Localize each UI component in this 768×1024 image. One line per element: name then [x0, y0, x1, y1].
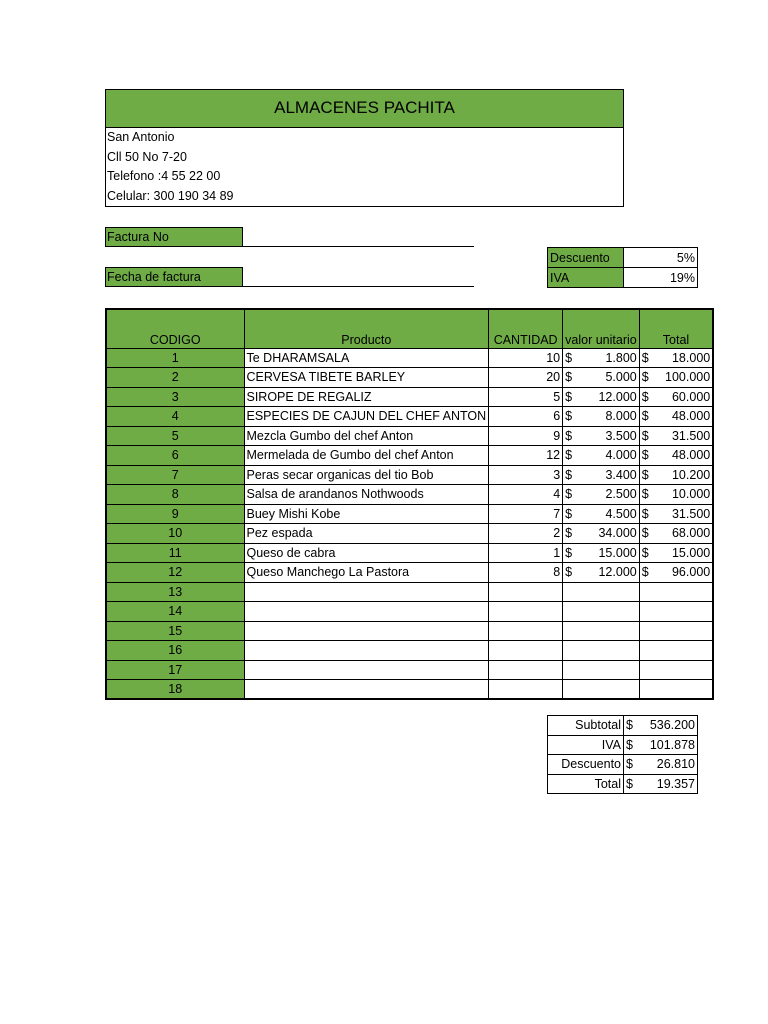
item-total [639, 387, 713, 407]
item-product[interactable]: CERVESA TIBETE BARLEY [244, 368, 489, 388]
item-total [639, 426, 713, 446]
currency-symbol: $ [641, 506, 649, 521]
item-unit-price[interactable] [563, 446, 640, 466]
total-value: 60.000 [671, 389, 711, 404]
discount-rate-value[interactable]: 5% [624, 248, 698, 268]
item-quantity[interactable]: 9 [489, 426, 563, 446]
totals-table [547, 715, 698, 794]
item-product[interactable]: Peras secar organicas del tio Bob [244, 465, 489, 485]
item-quantity[interactable]: 4 [489, 485, 563, 505]
summary-row [548, 774, 698, 794]
item-unit-price[interactable] [563, 387, 640, 407]
total-value: 31.500 [671, 428, 711, 443]
items-table [105, 308, 714, 700]
table-row [106, 524, 713, 544]
item-product[interactable]: Queso de cabra [244, 543, 489, 563]
currency-symbol: $ [641, 428, 649, 443]
table-row [106, 485, 713, 505]
item-unit-price[interactable] [563, 504, 640, 524]
column-header-unit-price: valor unitario [563, 309, 640, 348]
summary-label: Total [548, 774, 624, 794]
item-unit-price[interactable] [563, 524, 640, 544]
table-row [106, 641, 713, 661]
iva-rate-label: IVA [548, 268, 624, 288]
currency-symbol: $ [565, 526, 573, 541]
total-value: 15.000 [671, 545, 711, 560]
items-header-row [106, 309, 713, 348]
store-name: ALMACENES PACHITA [106, 90, 623, 128]
unit-price-value: 3.500 [605, 428, 637, 443]
item-product[interactable]: Buey Mishi Kobe [244, 504, 489, 524]
currency-symbol: $ [641, 409, 649, 424]
column-header-total: Total [639, 309, 713, 348]
item-total [639, 660, 713, 680]
item-product[interactable] [244, 660, 489, 680]
item-total [639, 563, 713, 583]
unit-price-value: 34.000 [598, 526, 637, 541]
summary-label: Descuento [548, 755, 624, 775]
unit-price-value: 12.000 [598, 565, 637, 580]
invoice-date-field[interactable] [243, 267, 474, 287]
summary-value: 19.357 [656, 776, 695, 791]
column-header-quantity: CANTIDAD [489, 309, 563, 348]
item-quantity[interactable]: 20 [489, 368, 563, 388]
table-row [106, 348, 713, 368]
item-product[interactable]: Mezcla Gumbo del chef Anton [244, 426, 489, 446]
item-product[interactable] [244, 582, 489, 602]
item-unit-price[interactable] [563, 348, 640, 368]
item-product[interactable] [244, 641, 489, 661]
item-product[interactable]: Queso Manchego La Pastora [244, 563, 489, 583]
item-product[interactable] [244, 621, 489, 641]
summary-amount [624, 774, 698, 794]
item-unit-price[interactable] [563, 602, 640, 622]
table-row [106, 504, 713, 524]
item-code: 13 [106, 582, 244, 602]
currency-symbol: $ [565, 487, 573, 502]
item-unit-price[interactable] [563, 407, 640, 427]
item-unit-price[interactable] [563, 582, 640, 602]
currency-symbol: $ [641, 467, 649, 482]
item-product[interactable] [244, 602, 489, 622]
summary-value: 536.200 [649, 718, 695, 733]
item-product[interactable]: Mermelada de Gumbo del chef Anton [244, 446, 489, 466]
currency-symbol: $ [565, 428, 573, 443]
item-unit-price[interactable] [563, 641, 640, 661]
table-row [106, 602, 713, 622]
total-value: 100.000 [665, 370, 711, 385]
item-quantity[interactable]: 1 [489, 543, 563, 563]
item-quantity[interactable]: 2 [489, 524, 563, 544]
item-total [639, 602, 713, 622]
item-product[interactable]: Pez espada [244, 524, 489, 544]
item-total [639, 485, 713, 505]
item-code: 18 [106, 680, 244, 700]
unit-price-value: 4.500 [605, 506, 637, 521]
currency-symbol: $ [565, 506, 573, 521]
unit-price-value: 5.000 [605, 370, 637, 385]
total-value: 18.000 [671, 350, 711, 365]
item-code: 5 [106, 426, 244, 446]
item-quantity[interactable]: 12 [489, 446, 563, 466]
currency-symbol: $ [641, 370, 649, 385]
item-product[interactable] [244, 680, 489, 700]
item-total [639, 504, 713, 524]
item-code: 6 [106, 446, 244, 466]
item-quantity[interactable]: 8 [489, 563, 563, 583]
address-line: San Antonio [107, 130, 175, 144]
table-row [106, 407, 713, 427]
item-code: 17 [106, 660, 244, 680]
table-row [106, 563, 713, 583]
item-unit-price[interactable] [563, 368, 640, 388]
column-header-code: CODIGO [106, 309, 244, 348]
currency-symbol: $ [565, 467, 573, 482]
item-unit-price[interactable] [563, 680, 640, 700]
table-row [106, 582, 713, 602]
item-product[interactable]: SIROPE DE REGALIZ [244, 387, 489, 407]
item-quantity[interactable]: 3 [489, 465, 563, 485]
item-total [639, 621, 713, 641]
summary-amount [624, 735, 698, 755]
item-quantity[interactable]: 7 [489, 504, 563, 524]
item-product[interactable]: ESPECIES DE CAJUN DEL CHEF ANTON [244, 407, 489, 427]
summary-row [548, 716, 698, 736]
currency-symbol: $ [565, 409, 573, 424]
currency-symbol: $ [565, 448, 573, 463]
item-quantity[interactable]: 5 [489, 387, 563, 407]
total-value: 10.200 [671, 467, 711, 482]
summary-row [548, 735, 698, 755]
unit-price-value: 15.000 [598, 545, 637, 560]
address-line: Cll 50 No 7-20 [107, 149, 187, 164]
item-total [639, 465, 713, 485]
item-total [639, 524, 713, 544]
summary-value: 101.878 [649, 737, 695, 752]
summary-value: 26.810 [656, 757, 695, 772]
item-quantity[interactable] [489, 582, 563, 602]
item-quantity[interactable]: 10 [489, 348, 563, 368]
currency-symbol: $ [626, 776, 633, 791]
item-code: 15 [106, 621, 244, 641]
table-row [106, 426, 713, 446]
invoice-date-label: Fecha de factura [105, 267, 243, 287]
table-row [106, 387, 713, 407]
item-unit-price[interactable] [563, 426, 640, 446]
summary-row [548, 755, 698, 775]
summary-amount [624, 755, 698, 775]
total-value: 31.500 [671, 506, 711, 521]
currency-symbol: $ [565, 545, 573, 560]
item-unit-price[interactable] [563, 465, 640, 485]
item-code: 8 [106, 485, 244, 505]
item-code: 9 [106, 504, 244, 524]
currency-symbol: $ [626, 757, 633, 772]
item-code: 12 [106, 563, 244, 583]
unit-price-value: 2.500 [605, 487, 637, 502]
item-code: 10 [106, 524, 244, 544]
item-quantity[interactable] [489, 621, 563, 641]
invoice-number-label: Factura No [105, 227, 243, 247]
item-unit-price[interactable] [563, 563, 640, 583]
column-header-product: Producto [244, 309, 489, 348]
item-code: 1 [106, 348, 244, 368]
currency-symbol: $ [565, 389, 573, 404]
unit-price-value: 8.000 [605, 409, 637, 424]
total-value: 48.000 [671, 409, 711, 424]
item-total [639, 680, 713, 700]
item-code: 7 [106, 465, 244, 485]
total-value: 68.000 [671, 526, 711, 541]
currency-symbol: $ [641, 565, 649, 580]
currency-symbol: $ [626, 718, 633, 733]
item-product[interactable]: Te DHARAMSALA [244, 348, 489, 368]
currency-symbol: $ [641, 545, 649, 560]
currency-symbol: $ [565, 350, 573, 365]
item-total [639, 641, 713, 661]
item-quantity[interactable]: 6 [489, 407, 563, 427]
iva-rate-row [548, 268, 698, 288]
item-unit-price[interactable] [563, 660, 640, 680]
item-total [639, 368, 713, 388]
rates-table [547, 247, 698, 288]
table-row [106, 446, 713, 466]
total-value: 10.000 [671, 487, 711, 502]
item-code: 16 [106, 641, 244, 661]
currency-symbol: $ [641, 389, 649, 404]
item-quantity[interactable] [489, 602, 563, 622]
table-row [106, 621, 713, 641]
address-line: Celular: 300 190 34 89 [107, 188, 234, 203]
item-total [639, 543, 713, 563]
summary-label: Subtotal [548, 716, 624, 736]
total-value: 48.000 [671, 448, 711, 463]
total-value: 96.000 [671, 565, 711, 580]
item-code: 4 [106, 407, 244, 427]
table-row [106, 368, 713, 388]
currency-symbol: $ [641, 350, 649, 365]
unit-price-value: 12.000 [598, 389, 637, 404]
table-row [106, 660, 713, 680]
store-header [105, 89, 624, 207]
item-total [639, 582, 713, 602]
currency-symbol: $ [641, 526, 649, 541]
summary-label: IVA [548, 735, 624, 755]
address-line: Telefono :4 55 22 00 [107, 169, 221, 184]
currency-symbol: $ [641, 448, 649, 463]
currency-symbol: $ [565, 565, 573, 580]
item-quantity[interactable] [489, 641, 563, 661]
item-total [639, 348, 713, 368]
unit-price-value: 3.400 [605, 467, 637, 482]
item-total [639, 446, 713, 466]
currency-symbol: $ [626, 737, 633, 752]
item-code: 14 [106, 602, 244, 622]
table-row [106, 465, 713, 485]
item-unit-price[interactable] [563, 485, 640, 505]
item-code: 3 [106, 387, 244, 407]
item-quantity[interactable] [489, 660, 563, 680]
item-code: 11 [106, 543, 244, 563]
item-code: 2 [106, 368, 244, 388]
table-row [106, 543, 713, 563]
item-quantity[interactable] [489, 680, 563, 700]
item-total [639, 407, 713, 427]
table-row [106, 680, 713, 700]
discount-rate-row [548, 248, 698, 268]
discount-rate-label: Descuento [548, 248, 624, 268]
item-unit-price[interactable] [563, 543, 640, 563]
summary-amount [624, 716, 698, 736]
invoice-number-field[interactable] [243, 227, 474, 247]
currency-symbol: $ [641, 487, 649, 502]
item-product[interactable]: Salsa de arandanos Nothwoods [244, 485, 489, 505]
item-unit-price[interactable] [563, 621, 640, 641]
iva-rate-value[interactable]: 19% [624, 268, 698, 288]
unit-price-value: 4.000 [605, 448, 637, 463]
unit-price-value: 1.800 [605, 350, 637, 365]
currency-symbol: $ [565, 370, 573, 385]
